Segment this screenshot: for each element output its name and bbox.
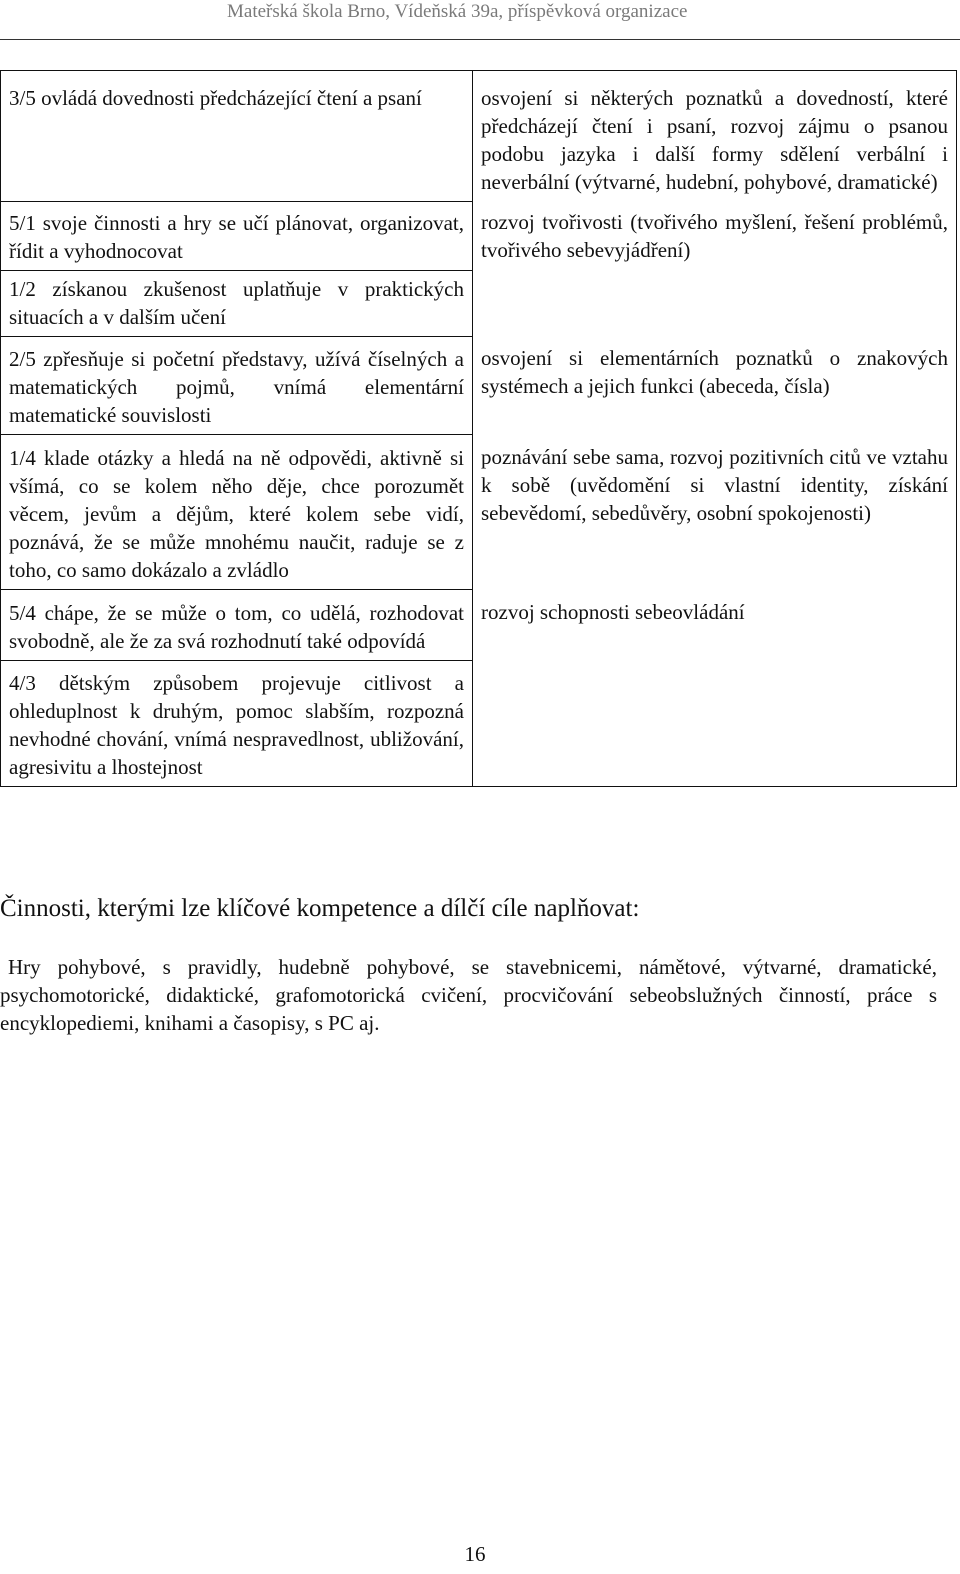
table-row bbox=[1, 336, 957, 434]
competence-cell: 4/3 dětským způsobem projevuje citlivost a ohleduplnost k druhým, pomoc slabším, rozpozná nevhodné chování, vnímá nespravedlnost, ubližování, agresivitu a lhostejnost bbox=[1, 660, 473, 786]
competence-cell: 1/4 klade otázky a hledá na ně odpovědi, aktivně si všímá, co se kolem něho děje, chce porozumět věcem, jevům a dějům, které kolem sebe vidí, poznává, že se může mnohému naučit, raduje se z toho, co samo dokázalo a zvládlo bbox=[1, 434, 473, 589]
competence-cell: 5/1 svoje činnosti a hry se učí plánovat, organizovat, řídit a vyhodnocovat bbox=[1, 201, 473, 270]
competence-cell: 3/5 ovládá dovednosti předcházející čtení a psaní bbox=[1, 71, 473, 202]
table-row bbox=[1, 201, 957, 270]
table-row bbox=[1, 589, 957, 660]
competence-cell: 5/4 chápe, že se může o tom, co udělá, rozhodovat svobodně, ale že za svá rozhodnutí také odpovídá bbox=[1, 589, 473, 660]
page-header bbox=[0, 0, 960, 30]
activities-heading: Činnosti, kterými lze klíčové kompetence a dílčí cíle naplňovat: bbox=[0, 895, 640, 922]
competences-table bbox=[0, 70, 957, 787]
competence-cell: 1/2 získanou zkušenost uplatňuje v praktických situacích a v dalším učení bbox=[1, 270, 473, 336]
goal-cell bbox=[473, 660, 957, 786]
activities-text: Hry pohybové, s pravidly, hudebně pohybové, se stavebnicemi, námětové, výtvarné, dramatické, psychomotorické, didaktické, grafomotorická cvičení, procvičování sebeobslužných činností, práce s encyklopediemi, knihami a časopisy, s PC aj. bbox=[0, 955, 937, 1035]
table-row bbox=[1, 660, 957, 786]
goal-cell: osvojení si elementárních poznatků o znakových systémech a jejich funkci (abeceda, čísla) bbox=[473, 336, 957, 434]
header-rule bbox=[0, 39, 960, 40]
table-row bbox=[1, 434, 957, 589]
table-row bbox=[1, 270, 957, 336]
goal-cell: poznávání sebe sama, rozvoj pozitivních citů ve vztahu k sobě (uvědomění si vlastní identity, získání sebevědomí, sebedůvěry, osobní spokojenosti) bbox=[473, 434, 957, 589]
goal-cell: osvojení si některých poznatků a dovedností, které předcházejí čtení i psaní, rozvoj zájmu o psanou podobu jazyka i další formy sdělení verbální i neverbální (výtvarné, hudební, pohybové, dramatické) bbox=[473, 71, 957, 202]
goal-cell bbox=[473, 270, 957, 336]
page-number: 16 bbox=[464, 1542, 486, 1566]
header-title: Mateřská škola Brno, Vídeňská 39a, příspěvková organizace bbox=[227, 1, 688, 22]
competence-cell: 2/5 zpřesňuje si početní představy, užívá číselných a matematických pojmů, vnímá elementární matematické souvislosti bbox=[1, 336, 473, 434]
goal-cell: rozvoj schopnosti sebeovládání bbox=[473, 589, 957, 660]
table-row bbox=[1, 71, 957, 202]
goal-cell: rozvoj tvořivosti (tvořivého myšlení, řešení problémů, tvořivého sebevyjádření) bbox=[473, 201, 957, 270]
